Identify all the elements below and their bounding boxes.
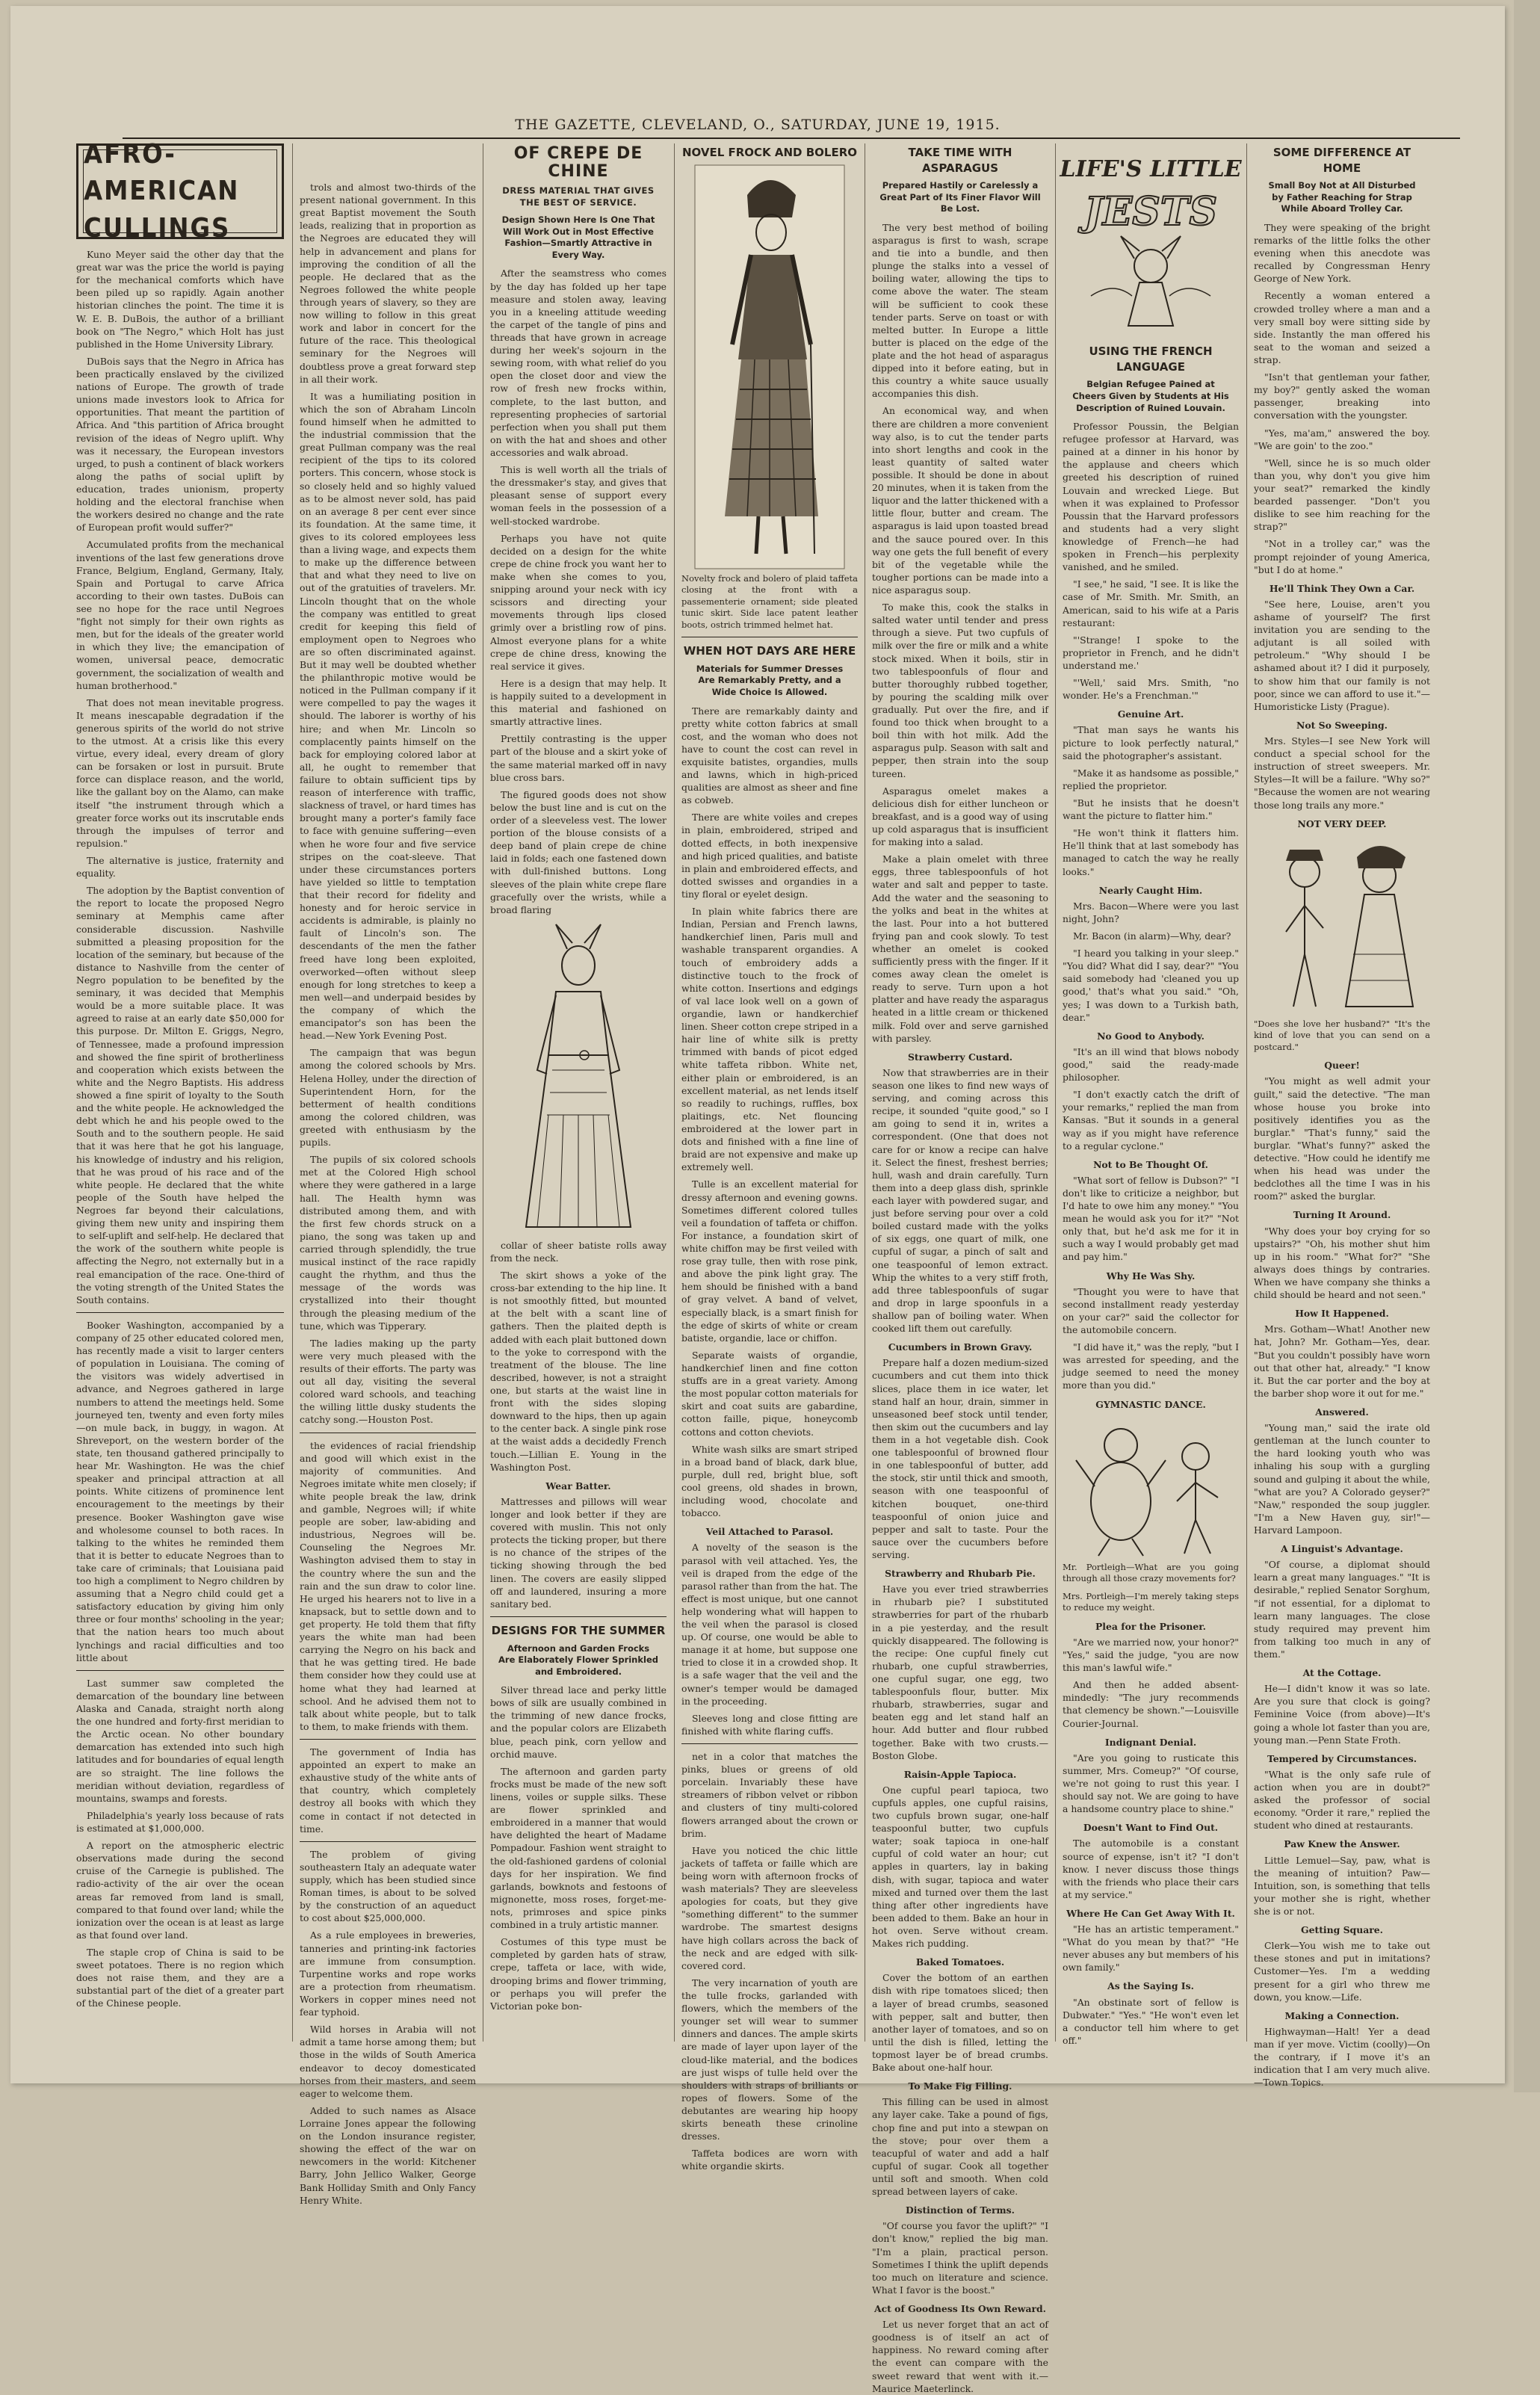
article-paragraph: Perhaps you have not quite decided on a design for the white crepe de chine frock you want her to make when she comes to you, snipping around your neck with icy scissors and directing your movements through lips closed grimly over a bristling row of pins. Almost everyone plans for a white crepe de chine dress, knowing the real service it gives. — [490, 532, 667, 672]
article-paragraph: The government of India has appointed an expert to make an exhaustive study of the white ants of that country, which completely destroy all books with which they come in contact if not detected in time. — [300, 1746, 476, 1835]
joke-title: Answered. — [1315, 1406, 1369, 1418]
section-rule — [300, 1841, 476, 1842]
joke-paragraph: "You might as well admit your guilt," said the detective. "The man whose house you broke into positively identifies you as the burglar." "That's funny," said the burglar. "What's funny?" asked the detective. "How could he identify me when his head was under the bedclothes all the time I was in his room?" asked the burglar. — [1254, 1075, 1430, 1202]
joke-paragraph: Mrs. Bacon—Where were you last night, John? — [1063, 900, 1239, 924]
joke-paragraph: "It's an ill wind that blows nobody good," said the ready-made philosopher. — [1063, 1045, 1239, 1084]
joke-paragraph: "See here, Louise, aren't you ashame of yourself? The first invitation you are sending to the adjutant is all soiled with petroleum." "Why should I be ashamed about it? I did it purposely, to show him that our family is not poor, since we can afford to use it."—Humoristicke Listy (Prague). — [1254, 598, 1430, 712]
article-paragraph: The adoption by the Baptist convention of the report to locate the proposed Negro seminary at Memphis came after considerable discussion. Nashville submitted a pleasing proposition for the location of the seminary, but because of the distance to Nashville from the center of Negro population to be benefited by the seminary, it was decided that Memphis would be a more suitable place. It was agreed to raise at an early date $50,000 for this purpose. Dr. Milton E. Griggs, Negro, of Tennessee, made a profound impression and showed the fine spirit of brotherliness and cooperation which exists between the white and the Negro Baptists. His address showed a fine spirit of loyalty to the South and the white people. He acknowledged the debt which he and his people owed to the South and to the southern people. He said that it was here that he got his language, his knowledge of industry and his religion, that he was proud of his race and of the white people. He declared that the white people of the South have helped the Negroes far beyond their calculations, giving them new unity and inspiring them to self-uplift and self-help. He declared that the work of the southern white people is affecting the Negro, not externally but in a real emancipation of the race. One-third of the voting strength of the United States the South contains. — [76, 885, 284, 1305]
joke-title: Why He Was Shy. — [1106, 1270, 1196, 1282]
joke-title: Plea for the Prisoner. — [1095, 1620, 1206, 1632]
article-paragraph: To make this, cook the stalks in salted water until tender and press through a sieve. Put two cupfuls of milk over the fire or milk and a white stock mixed. When it boils, stir in two tablespoonfuls of flour and butter thoroughly rubbed together, by pouring the scalding milk over gradually. Put over the fire, and if found too thick when brought to a boil thin with hot milk. Add the asparagus pulp. Season with salt and pepper, then strain into the soup tureen. — [872, 602, 1048, 779]
joke-paragraph: Mrs. Gotham—What! Another new hat, John? Mr. Gotham—Yes, dear. "But you couldn't possibly have worn out that other hat, already." "I know it. But the car porter and the boy at the barber shop wore it out for me." — [1254, 1323, 1430, 1399]
article-paragraph: Booker Washington, accompanied by a company of 25 other educated colored men, has recently made a visit to larger centers of population in Louisiana. The coming of the visitors was widely advertised in advance, and Negroes gathered in large numbers to attend the meetings held. Some journeyed ten, twenty and even forty miles—on mule back, in buggy, in wagon. At Shreveport, on the western border of the state, ten thousand gathered principally to hear Mr. Washington. He was the chief speaker and principal attraction at all points. White citizens of prominence lent encouragement to the meetings by their presence. Booker Washington gave wise and wholesome counsel to both races. In talking to the whites he reminded them that it is better to educate Negroes than to take care of criminals; that Louisiana paid too high a compliment to Negro children by assuming that a Negro child could get a satisfactory education by giving him only three or four months' schooling in the year; that the nation hears too much about lynchings and racial difficulties and too little about — [76, 1319, 284, 1663]
article-paragraph: Prettily contrasting is the upper part of the blouse and a skirt yoke of the same material marked off in navy blue cross bars. — [490, 733, 667, 783]
joke-title: As the Saying Is. — [1107, 1980, 1194, 1992]
joke-title: At the Cottage. — [1302, 1667, 1382, 1679]
joke-paragraph: "Isn't that gentleman your father, my boy?" gently asked the woman passenger, breaking into conversation with the youngster. — [1254, 371, 1430, 421]
joke-title: Paw Knew the Answer. — [1284, 1838, 1400, 1850]
joke-paragraph: Highwayman—Halt! Yer a dead man if yer move. Victim (coolly)—On the contrary, if I move it's an indication that I am very much alive.—Town Topics. — [1254, 2025, 1430, 2089]
article-paragraph: the evidences of racial friendship and good will which exist in the majority of communities. And Negroes imitate white men closely; if white people break the law, drink and gamble, Negroes will; if white people are sober, law-abiding and industrious, Negroes will be. Counseling the Negroes Mr. Washington advised them to stay in the country where the sun and the rain and the sun draw to color line. He urged his hearers not to live in a knapsack, but to settle down and to get property. He told them that fifty years the white man had been carrying the Negro on his back and that he was getting tired. He bade them consider how they could use at home what they had learned at school. And he advised them not to talk about white people, but to talk to them, to make friends with them. — [300, 1439, 476, 1732]
article-paragraph: This filling can be used in almost any layer cake. Take a pound of figs, chop fine and put into a stewpan on the stove; pour over them a teacupful of water and add a half cupful of sugar. Cook all together until soft and smooth. When cold spread between layers of cake. — [872, 2096, 1048, 2198]
joke-title: Making a Connection. — [1284, 2009, 1400, 2021]
article-headline: NOVEL FROCK AND BOLERO — [681, 146, 858, 159]
joke-paragraph: He—I didn't know it was so late. Are you sure that clock is going? Feminine Voice (from above)—It's going a whole lot faster than you are, young man.—Penn State Froth. — [1254, 1683, 1430, 1746]
masthead: THE GAZETTE, CLEVELAND, O., SATURDAY, JUNE 19, 1915. — [515, 117, 1001, 133]
article-paragraph: trols and almost two-thirds of the present national government. In this great Baptist movement the South leads, realizing that in proportion as the Negroes are educated they will help in advancement and plans for improving the condition of all the people. He declared that as the Negroes followed the white people through years of slavery, so they are now willing to follow in this great work and labor in concert for the future of the race. This theological seminary for the Negroes will doubtless prove a great forward step in all their work. — [300, 182, 476, 385]
joke-paragraph: "An obstinate sort of fellow is Dubwater." "Yes." "He won't even let a conductor tell him where to get off." — [1063, 1996, 1239, 2046]
section-rule — [300, 1739, 476, 1740]
section-rule — [490, 1616, 667, 1617]
article-paragraph: The staple crop of China is said to be sweet potatoes. There is no region which does not raise them, and they are a substantial part of the diet of a greater part of the Chinese people. — [76, 1947, 284, 2009]
joke-paragraph: "Not in a trolley car," was the prompt rejoinder of young America, "but I do at home." — [1254, 538, 1430, 575]
article-paragraph: Kuno Meyer said the other day that the great war was the price the world is paying for the mechanical comforts which have been piled up so rapidly. Again another historian clinches the point. The time it is W. E. B. DuBois, the author of a brilliant book on "The Negro," which Holt has just published in the Home University Library. — [76, 249, 284, 350]
article-paragraph: DuBois says that the Negro in Africa has been practically enslaved by the civilized nations of Europe. The growth of trade unions made investors look to Africa for opportunities. That meant the partition of Africa. And "this partition of Africa brought revision of the ideas of Negro uplift. Why was it necessary, the European investors urged, to push a continent of black workers along the paths of social uplift by education, trades unionism, property holding and the electoral franchise when the workers desired no change and the rate of European profit would suffer?" — [76, 355, 284, 534]
joke-title: He'll Think They Own a Car. — [1269, 582, 1415, 594]
article-paragraph: Prepare half a dozen medium-sized cucumbers and cut them into thick slices, place them in ice water, let stand half an hour, drain, simmer in unseasoned beef stock until tender, then skim out the cucumbers and lay them in a hot vegetable dish. Cook one tablespoonful of browned flour in one tablespoonful of butter, add the stock, stir until thick and smooth, season with one teaspoonful of kitchen bouquet, one-third teaspoonful of onion juice and pepper and salt to taste. Pour the sauce over the cucumbers before serving. — [872, 1357, 1048, 1560]
article-paragraph: Accumulated profits from the mechanical inventions of the last few generations drove France, Belgium, England, Germany, Italy, Spain and Portugal to carve Africa according to their own tastes. DuBois can see no hope for the race until Negroes "fight not simply for their own rights as men, but for the ideals of the greater world in which they live; the emancipation of women, universal peace, democratic government, the socialization of wealth and human brotherhood." — [76, 539, 284, 691]
cartoon-title: NOT VERY DEEP. — [1297, 818, 1387, 829]
article-paragraph: Asparagus omelet makes a delicious dish for either luncheon or breakfast, and is a good way of using up cold asparagus that is insufficient for making into a salad. — [872, 785, 1048, 848]
lifes-little-jests-logo — [1060, 146, 1242, 336]
article-paragraph: The afternoon and garden party frocks must be made of the new soft linens, voiles or supple silks. These are flower sprinkled and embroidered in a manner that would have delighted the heart of Madame Pompadour. Fashion went straight to the old-fashioned gardens of colonial days for her inspiration. We find garlands, bowknots and festoons of mignonette, moss roses, forget-me-nots, primroses and spice pinks combined in a truly artistic manner. — [490, 1765, 667, 1931]
column-divider — [292, 143, 293, 2042]
article-deck: Afternoon and Garden Frocks Are Elaborately Flower Sprinkled and Embroidered. — [498, 1642, 658, 1677]
article-paragraph: Tulle is an excellent material for dressy afternoon and evening gowns. Sometimes different colored tulles veil a foundation of taffeta or chiffon. For instance, a foundation skirt of white chiffon may be first veiled with rose gray tulle, then with rose pink, and above the pink light gray. The hem should be finished with a band of gray velvet. A band of velvet, especially black, is a smart finish for the edge of skirts of white or cream batiste, organdie, lace or chiffon. — [681, 1178, 858, 1344]
article-paragraph: Added to such names as Alsace Lorraine Jones appear the following on the London insurance register, showing the effect of the war on newcomers in the world: Kitchener Barry, John Jellico Walker, George Bank Holliday Smith and Only Fancy Henry White. — [300, 2104, 476, 2206]
article-subhead: Cucumbers in Brown Gravy. — [888, 1341, 1033, 1353]
not-very-deep-cartoon — [1260, 835, 1424, 1014]
article-paragraph: The skirt shows a yoke of the cross-bar extending to the hip line. It is not smoothly fitted, but mounted at the belt with a scant line of gathers. Then the plaited depth is added with each plait buttoned down to the yoke to correspond with the treatment of the blouse. The line described, however, is not a straight one, but starts at the waist line in front with the sides sloping downward to the hips, then up again to the center back. A single pink rose at the waist adds a decidedly French touch.—Lillian E. Young in the Washington Post. — [490, 1270, 667, 1473]
article-paragraph: Sleeves long and close fitting are finished with white flaring cuffs. — [681, 1712, 858, 1737]
cartoon-caption: Mrs. Portleigh—I'm merely taking steps to reduce my weight. — [1063, 1590, 1239, 1613]
joke-paragraph: "Make it as handsome as possible," replied the proprietor. — [1063, 767, 1239, 791]
joke-paragraph: "Young man," said the irate old gentleman at the lunch counter to the hard looking youth who was inhaling his soup with a gurgling sound and gulping it about the while, "what are you? A Colorado geyser?" "Naw," responded the soup juggler. "I'm a New Haven guy, sir!"—Harvard Lampoon. — [1254, 1422, 1430, 1536]
article-paragraph: There are white voiles and crepes in plain, embroidered, striped and dotted effects, in both inexpensive and high priced qualities, and batiste in plain and embroidered effects, and dotted swisses and organdies in a tiny floral or eyelet design. — [681, 812, 858, 900]
article-paragraph: A report on the atmospheric electric observations made during the second cruise of the Carnegie is published. The radio-activity of the air over the ocean areas far removed from land is small, compared to that found over land; while the ionization over the ocean is at least as large as that found over land. — [76, 1840, 284, 1941]
article-paragraph: The very best method of boiling asparagus is first to wash, scrape and tie into a bundle, and then plunge the stalks into a vessel of boiling water, allowing the tips to come above the water. The steam will be sufficient to cook these tender parts. Serve on toast or with melted butter. In Europe a little butter is placed on the edge of the plate and the hot head of asparagus dipped into it before eating, but in this country a white sauce usually accompanies this dish. — [872, 221, 1048, 400]
article-paragraph: Mattresses and pillows will wear longer and look better if they are covered with muslin. This not only protects the ticking proper, but there is no chance of the stripes of the ticking showing through the bed linen. The covers are easily slipped off and laundered, insuring a more sanitary bed. — [490, 1495, 667, 1610]
illustration-caption: Novelty frock and bolero of plaid taffeta closing at the front with a passementerie ornament; side pleated tunic skirt. Side lace patent leather boots, ostrich trimmed helmet hat. — [681, 572, 858, 630]
article-paragraph: Here is a design that may help. It is happily suited to a development in this material and fashioned on smartly attractive lines. — [490, 677, 667, 728]
joke-paragraph: Mrs. Styles—I see New York will conduct a special school for the instruction of street sweepers. Mr. Styles—It will be a failure. "Why so?" "Because the women are not wearing those long trails any more." — [1254, 735, 1430, 811]
article-paragraph: The pupils of six colored schools met at the Colored High school where they were gathered in a large hall. The Health hymn was distributed among them, and with the first few chords struck on a piano, the song was taken up and carried through splendidly, the true musical instinct of the race rapidly caught the rhythm, and thus the message of the words was crystallized into their thought through the pleasing medium of the tune, which was Tipperary. — [300, 1154, 476, 1332]
article-paragraph: This is well worth all the trials of the dressmaker's stay, and gives that pleasant sense of support every woman feels in the possession of a well-stocked wardrobe. — [490, 464, 667, 527]
article-paragraph: The campaign that was begun among the colored schools by Mrs. Helena Holley, under the direction of Superintendent Horn, for the betterment of health conditions among the colored children, was greeted with enthusiasm by the pupils. — [300, 1047, 476, 1149]
article-paragraph: The ladies making up the party were very much pleased with the results of their efforts. The party was out all day, visiting the several colored ward schools, and teaching the willing little dusky students the catchy song.—Houston Post. — [300, 1337, 476, 1426]
dress-illustration — [496, 921, 661, 1234]
article-paragraph: The problem of giving southeastern Italy an adequate water supply, which has been studied since Roman times, is about to be solved by the construction of an aqueduct to cost about $25,000,000. — [300, 1848, 476, 1924]
newspaper-page — [10, 6, 1505, 2394]
article-paragraph: Taffeta bodices are worn with white organdie skirts. — [681, 2148, 858, 2172]
joke-paragraph: "Thought you were to have that second installment ready yesterday on your car?" said the collector for the automobile concern. — [1063, 1285, 1239, 1336]
article-paragraph: Have you ever tried strawberries in rhubarb pie? I substituted strawberries for part of the rhubarb in a pie yesterday, and the result quickly disappeared. The following is the recipe: One cupful finely cut rhubarb, one cupful strawberries, one cupful sugar, one egg, two tablespoonfuls flour, butter. Mix rhubarb, strawberries, sugar and beaten egg and let stand half an hour. Add butter and flour rubbed together. Bake with two crusts.—Boston Globe. — [872, 1583, 1048, 1761]
article-subhead: To Make Fig Filling. — [908, 2080, 1012, 2092]
column-3 — [490, 143, 667, 2042]
joke-paragraph: "I heard you talking in your sleep." "You did? What did I say, dear?" "You said somebody had 'cleaned you up good,' that's what you said." "Oh, yes; I was down to a Turkish bath, dear." — [1063, 948, 1239, 1023]
article-paragraph: Have you noticed the chic little jackets of taffeta or faille which are being worn with afternoon frocks of wash materials? They are sleeveless apologies for coats, but they give "something different" to the summer wardrobe. The smartest designs have high collars across the back of the neck and are edged with silk-covered cord. — [681, 1844, 858, 1971]
article-deck: Materials for Summer Dresses Are Remarkably Pretty, and a Wide Choice Is Allowed. — [696, 663, 844, 697]
joke-paragraph: The automobile is a constant source of expense, isn't it? "I don't know. I never discuss those things with the friends who place their cars at my service." — [1063, 1838, 1239, 1900]
cartoon-caption: Mr. Portleigh—What are you going through all those crazy movements for? — [1063, 1561, 1239, 1584]
joke-paragraph: "Well, since he is so much older than you, why don't you give him your seat?" remarked the kindly bearded passenger. "Don't you dislike to see him reaching for the strap?" — [1254, 457, 1430, 533]
joke-paragraph: "I see," he said, "I see. It is like the case of Mr. Smith. Mr. Smith, an American, said to his wife at a Paris restaurant: — [1063, 578, 1239, 628]
joke-paragraph: "That man says he wants his picture to look perfectly natural," said the photographer's assistant. — [1063, 724, 1239, 761]
joke-title: Queer! — [1324, 1060, 1360, 1072]
joke-title: Not So Sweeping. — [1296, 719, 1388, 731]
article-deck: Belgian Refugee Pained at Cheers Given by Students at His Description of Ruined Louvain. — [1072, 379, 1229, 413]
section-title: AFRO-AMERICAN CULLINGS — [83, 149, 277, 233]
joke-title: Doesn't Want to Find Out. — [1083, 1822, 1219, 1834]
logo-line-1: LIFE'S LITTLE — [1060, 156, 1242, 182]
scan-edge — [1514, 0, 1540, 2092]
joke-paragraph: "Are we married now, your honor?" "Yes," said the judge, "you are now this man's lawful wife." — [1063, 1636, 1239, 1674]
article-paragraph: In plain white fabrics there are Indian, Persian and French lawns, handkerchief linen, Paris mull and washable transparent organdies. A touch of embroidery adds a distinctive touch to the frock of white cotton. Insertions and edgings of val lace look well on a gown of organdie, lawn or handkerchief linen. Sheer cotton crepe striped in a hair line of white silk is pretty trimmed with bands of picot edged white taffeta ribbon. White net, either plain or embroidered, is an excellent material, as net lends itself so readily to ruchings, ruffles, box plaitings, etc. Net flouncing embroidered at the lower part in dots and finished with a fine line of braid are not expensive and make up extremely well. — [681, 906, 858, 1173]
joke-paragraph: "I don't exactly catch the drift of your remarks," replied the man from Kansas. "But it sounds in a general way as if you might have reference to a regular cyclone." — [1063, 1089, 1239, 1152]
article-paragraph: It was a humiliating position in which the son of Abraham Lincoln found himself when he admitted to the industrial commission that the great Pullman company was the real recipient of the tips to its colored porters. This concern, whose stock is so closely held and so highly valued as to be almost never sold, has paid on an average 8 per cent ever since its foundation. At the same time, it gives to its colored employees less than a living wage, and expects them to make up the difference between that and what they need to live on out of the gratuities of travelers. Mr. Lincoln thought that on the whole the company was entitled to great credit for keeping this field of employment open to Negroes who are so often discriminated against. But it may well be doubted whether the philanthropic motive would be noticed in the Pullman company if it were compelled to pay the wages it should. The laborer is worthy of his hire; and when Mr. Lincoln so complacently paints himself on the back for employing colored labor at all, he ought to remember that failure to obtain sufficient tips by reason of interference with traffic, slackness of travel, or hard times has brought many a porter's family face to face with genuine suffering—even when he wore four and five service stripes on the coat-sleeve. That under these circumstances porters have yielded so little to temptation that their record for fidelity and honesty and for heroic service in accidents is admirable, is plainly no fault of Lincoln's son. The descendants of the men the father freed have long been exploited, overworked—often without sleep enough for long stretches to keep a men well—and underpaid besides by the company of which the emancipator's son has been the head.—New York Evening Post. — [300, 390, 476, 1042]
joke-title: Nearly Caught Him. — [1098, 884, 1203, 896]
article-paragraph: A novelty of the season is the parasol with veil attached. Yes, the veil is draped from the edge of the parasol rather than from the hat. The effect is most unique, but one cannot help wondering what will happen to the veil when the parasol is closed up. Of course, one would be able to manage it at home, but suppose one tried to close it in a crowded shop. It is a safe wager that the veil and the owner's temper would be damaged in the proceeding. — [681, 1542, 858, 1707]
joke-paragraph: "I did have it," was the reply, "but I was arrested for speeding, and the judge seemed to need the money more than you did." — [1063, 1341, 1239, 1391]
article-subhead: Wear Batter. — [545, 1480, 611, 1492]
article-paragraph: Separate waists of organdie, handkerchief linen and fine cotton stuffs are in a great variety. Among the most popular cotton materials for skirt and coat suits are gabardine, cotton faille, pique, honeycomb cottons and cotton cheviots. — [681, 1349, 858, 1438]
article-paragraph: Let us never forget that an act of goodness is of itself an act of happiness. No reward coming after the event can compare with the sweet reward that went with it.—Maurice Maeterlinck. — [872, 2319, 1048, 2394]
article-headline: OF CREPE DE CHINE — [513, 144, 643, 182]
column-2 — [300, 181, 476, 2206]
joke-title: No Good to Anybody. — [1097, 1030, 1205, 1042]
article-paragraph: Wild horses in Arabia will not admit a tame horse among them; but those in the wilds of South America endeavor to decoy domesticated horses from their masters, and seem eager to welcome them. — [300, 2024, 476, 2099]
article-paragraph: Last summer saw completed the demarcation of the boundary line between Alaska and Canada, straight north along the one hundred and forty-first meridian to the Arctic ocean. No other boundary demarcation has extended into such high latitudes and for boundaries of equal length are so straight. The line follows the meridian without deviation, regardless of mountains, swamps and forests. — [76, 1677, 284, 1804]
article-subhead: Act of Goodness Its Own Reward. — [873, 2302, 1046, 2314]
joke-paragraph: Little Lemuel—Say, paw, what is the meaning of intuition? Paw—Intuition, son, is something that tells your mother she is right, whether she is or not. — [1254, 1854, 1430, 1917]
column-5 — [872, 143, 1048, 2394]
frock-bolero-illustration — [695, 165, 844, 569]
article-deck: DRESS MATERIAL THAT GIVES THE BEST OF SERVICE. — [502, 185, 655, 208]
joke-paragraph: "'Well,' said Mrs. Smith, "no wonder. He's a Frenchman.'" — [1063, 677, 1239, 702]
column-1 — [76, 138, 284, 2042]
joke-paragraph: "What is the only safe rule of action when you are in doubt?" asked the professor of social economy. "Order it rare," replied the student who dined at restaurants. — [1254, 1768, 1430, 1832]
article-paragraph: The very incarnation of youth are the tulle frocks, garlanded with flowers, which the members of the younger set will wear to summer dinners and dances. The ample skirts are made of layer upon layer of the cloud-like material, and the bodices are just wisps of tulle held over the shoulders with straps of brilliants or ropes of flowers. Some of the debutantes are wearing hip hoopy skirts beneath these crinoline dresses. — [681, 1977, 858, 2142]
article-headline: SOME DIFFERENCE AT HOME — [1272, 146, 1411, 175]
article-headline: WHEN HOT DAYS ARE HERE — [683, 644, 856, 658]
joke-paragraph: "But he insists that he doesn't want the picture to flatter him." — [1063, 797, 1239, 822]
article-paragraph: An economical way, and when there are children a more convenient way also, is to cut the tender parts into short lengths and cook in the least quantity of salted water possible. It should be done in about 20 minutes, when it is taken from the liquor and the latter thickened with a little flour, butter and cream. The asparagus is laid upon toasted bread and the sauce poured over. In this way one gets the full benefit of every bit of the vegetable while the tougher portions can be made into a nice asparagus soup. — [872, 405, 1048, 596]
joke-paragraph: "'Strange! I spoke to the proprietor in French, and he didn't understand me.' — [1063, 634, 1239, 671]
column-divider — [1246, 143, 1247, 2042]
gymnastic-dance-cartoon — [1069, 1415, 1233, 1557]
joke-title: Genuine Art. — [1117, 708, 1184, 720]
article-paragraph: After the seamstress who comes by the day has folded up her tape measure and stolen away, leaving you in a kneeling attitude weeding the carpet of the tangle of pins and threads that have grown in acreage during her week's sojourn in the sewing room, with what relief do you open the closet door and view the row of fresh new frocks within, complete, to the last button, and representing prophecies of sartorial perfection when you shall put them on with the hat and shoes and other accessories and walk abroad. — [490, 268, 667, 458]
joke-paragraph: "He won't think it flatters him. He'll think that at last somebody has managed to catch the way he really looks." — [1063, 827, 1239, 877]
article-paragraph: Silver thread lace and perky little bows of silk are usually combined in the trimming of new dance frocks, and the popular colors are Elizabeth blue, peach pink, corn yellow and orchid mauve. — [490, 1684, 667, 1760]
article-subhead: Raisin-Apple Tapioca. — [903, 1768, 1017, 1780]
article-paragraph: collar of sheer batiste rolls away from the neck. — [490, 1239, 667, 1264]
cartoon-title: GYMNASTIC DANCE. — [1095, 1398, 1206, 1410]
article-subhead: Baked Tomatoes. — [915, 1956, 1005, 1968]
joke-paragraph: Mr. Bacon (in alarm)—Why, dear? — [1073, 930, 1231, 942]
article-paragraph: Cover the bottom of an earthen dish with ripe tomatoes sliced; then a layer of bread crumbs, seasoned with pepper, salt and butter, then another layer of tomatoes, and so on until the dish is filled, letting the topmost layer be of bread crumbs. Bake about one-half hour. — [872, 1972, 1048, 2074]
article-paragraph: Make a plain omelet with three eggs, three tablespoonfuls of hot water and salt and pepper to taste. Add the water and the seasoning to the yolks and beat in the whites at the last. Pour into a hot buttered frying pan and cook slowly. To test whether an omelet is cooked sufficiently press with the finger. If it comes away clean the omelet is ready to serve. Turn upon a hot platter and have ready the asparagus heated in a little cream or thickened milk. Fold over and serve garnished with parsley. — [872, 853, 1048, 1044]
joke-title: Turning It Around. — [1293, 1209, 1391, 1221]
section-rule — [76, 1670, 284, 1671]
article-subhead: Veil Attached to Parasol. — [705, 1526, 834, 1538]
joke-title: A Linguist's Advantage. — [1281, 1543, 1403, 1555]
article-paragraph: White wash silks are smart striped in a broad band of black, dark blue, purple, dull red, bright blue, soft cool greens, old shades in brown, including wood, chocolate and tobacco. — [681, 1443, 858, 1519]
article-headline: USING THE FRENCH LANGUAGE — [1089, 344, 1213, 374]
joke-paragraph: "Yes, ma'am," answered the boy. "We are goin' to the zoo." — [1254, 427, 1430, 451]
joke-paragraph: Clerk—You wish me to take out these stones and put in imitations? Customer—Yes. I'm a wedding present for a girl who threw me down, you know.—Life. — [1254, 1940, 1430, 2003]
joke-paragraph: "What sort of fellow is Dubson?" "I don't like to criticize a neighbor, but I'd hate to owe him any money." "You mean he would ask you for it?" "Not only that, but he'd ask me for it in such a way I would probably get mad and pay him." — [1063, 1174, 1239, 1263]
article-paragraph: Philadelphia's yearly loss because of rats is estimated at $1,000,000. — [76, 1809, 284, 1835]
article-paragraph: There are remarkably dainty and pretty white cotton fabrics at small cost, and the woman who does not have to count the cost can revel in exquisite batistes, organdies, mulls and lawns, which in high-priced qualities are almost as sheer and fine as cobweb. — [681, 705, 858, 806]
joke-paragraph: "Are you going to rusticate this summer, Mrs. Comeup?" "Of course, we're not going to rust this year. I should say not. We are going to have a handsome country place to shine." — [1063, 1752, 1239, 1815]
article-paragraph: One cupful pearl tapioca, two cupfuls apples, one cupful raisins, two cupfuls brown sugar, one-half teaspoonful butter, two cupfuls water; soak tapioca in one-half cupful of cold water an hour; cut apples in quarters, lay in baking dish, with sugar, tapioca and water mixed and turned over them the last thing after other ingredients have been added to them. Bake an hour in hot oven. Serve without cream. Makes rich pudding. — [872, 1784, 1048, 1950]
article-paragraph: "Of course you favor the uplift?" "I don't know," replied the big man. "I'm a plain, practical person. Sometimes I think the uplift depends too much on literature and science. What I favor is the boost." — [872, 2220, 1048, 2296]
article-subhead: Distinction of Terms. — [906, 2204, 1015, 2216]
column-divider — [1055, 143, 1056, 2042]
cullings-header-box — [76, 138, 284, 244]
joke-title: How It Happened. — [1295, 1308, 1389, 1320]
joke-paragraph: "Of course, a diplomat should learn a great many languages." "It is desirable," replied Senator Sorghum, "if not essential, for a diplomat to learn many languages. The close study required may prevent him from talking too much in any of them." — [1254, 1559, 1430, 1660]
article-deck: Small Boy Not at All Disturbed by Father Reaching for Strap While Aboard Trolley Car. — [1268, 180, 1416, 214]
joke-paragraph: And then he added absent-mindedly: "The jury recommends that clemency be shown."—Louisville Courier-Journal. — [1063, 1679, 1239, 1729]
article-deck: Prepared Hastily or Carelessly a Great Part of Its Finer Flavor Will Be Lost. — [879, 180, 1041, 214]
joke-title: Where He Can Get Away With It. — [1066, 1907, 1235, 1919]
article-paragraph: The alternative is justice, fraternity and equality. — [76, 855, 284, 880]
joke-title: Tempered by Circumstances. — [1267, 1752, 1417, 1764]
article-headline: TAKE TIME WITH ASPARAGUS — [908, 146, 1012, 175]
article-paragraph: That does not mean inevitable progress. It means inescapable degradation if the generous spirits of the world do not strive to the utmost. At a crisis like this every virtue, every ideal, every dream of glory can be forsaken or lost in pursuit. Brute force can displace reason, and the world, like the gallant boy on the Alamo, can make itself "the instrument through which a greater force works out its inscrutable ends through the impulses of terror and repulsion." — [76, 696, 284, 849]
article-deck: Design Shown Here Is One That Will Work Out in Most Effective Fashion—Smartly Attractive in Every Way. — [501, 214, 655, 260]
joke-paragraph: Professor Poussin, the Belgian refugee professor at Harvard, was pained at a dinner in his honor by the applause and cheers which greeted his description of ruined Louvain and wrecked Liege. But when it was explained to Professor Poussin that the Harvard professors and students had a very slight knowledge of French—he had spoken in French—his perplexity vanished, and he smiled. — [1063, 421, 1239, 573]
top-rule — [123, 137, 1460, 139]
article-paragraph: Now that strawberries are in their season one likes to find new ways of serving, and coming across this recipe, it sounded "quite good," so I am going to send it in, writes a correspondent. (One that does not care for or know a recipe can halve it. Select the finest, freshest berries; hull, wash and drain carefully. Turn them into a deep glass dish, sprinkle each layer with powdered sugar, and just before serving pour over a cold boiled custard made with the yolks of six eggs, one quart of milk, one cupful of sugar, a pinch of salt and one teaspoonful of lemon extract. Whip the whites to a very stiff froth, add three tablespoonfuls of sugar and drop in large spoonfuls in a shallow pan of boiling water. When cooked lift them out carefully. — [872, 1066, 1048, 1335]
article-headline: DESIGNS FOR THE SUMMER — [491, 1623, 666, 1637]
joke-paragraph: Recently a woman entered a crowded trolley where a man and a very small boy were sitting side by side. Instantly the man offered his seat to the woman and seized a strap. — [1254, 290, 1430, 366]
article-paragraph: Costumes of this type must be completed by garden hats of straw, crepe, taffeta or lace, with wide, drooping brims and flower trimming, or perhaps you will prefer the Victorian poke bon- — [490, 1936, 667, 2012]
joke-paragraph: They were speaking of the bright remarks of the little folks the other evening when this anecdote was recalled by Congressman Henry George of New York. — [1254, 221, 1430, 285]
article-paragraph: net in a color that matches the pinks, blues or greens of old porcelain. Invariably these have streamers of ribbon velvet or ribbon and clusters of tiny multi-colored flowers arranged about the crown or brim. — [681, 1751, 858, 1839]
column-4 — [681, 143, 858, 2172]
article-paragraph: The figured goods does not show below the bust line and is cut on the order of a sleeveless vest. The lower portion of the blouse consists of a deep band of plain crepe de chine laid in folds; each one fastened down with dull-finished buttons. Long sleeves of the plain white crepe flare gracefully over the wrists, while a broad flaring — [490, 788, 667, 915]
column-7 — [1254, 143, 1430, 2089]
joke-title: Getting Square. — [1301, 1924, 1383, 1936]
article-paragraph: As a rule employees in breweries, tanneries and printing-ink factories are immune from consumption. Turpentine works and rope works are a protection from rheumatism. Workers in copper mines need not fear typhoid. — [300, 1929, 476, 2018]
logo-line-2: JESTS — [1083, 189, 1218, 235]
cartoon-caption: "Does she love her husband?" "It's the kind of love that you can send on a postcard." — [1254, 1018, 1430, 1052]
joke-title: Not to Be Thought Of. — [1093, 1158, 1208, 1170]
section-rule — [681, 1743, 858, 1744]
joke-paragraph: "Why does your boy crying for so upstairs?" "Oh, his mother shut him up in his room." "What for?" "She always does things by contraries. When we have company she thinks a child should be heard and not seen." — [1254, 1225, 1430, 1301]
column-divider — [674, 143, 675, 2042]
column-6 — [1060, 143, 1242, 2046]
joke-title: Indignant Denial. — [1104, 1736, 1197, 1748]
article-subhead: Strawberry and Rhubarb Pie. — [885, 1568, 1036, 1580]
jester-logo-icon — [1060, 146, 1242, 333]
section-rule — [76, 1312, 284, 1313]
article-subhead: Strawberry Custard. — [907, 1051, 1013, 1063]
joke-paragraph: "He has an artistic temperament." "What do you mean by that?" "He never abuses any but members of his own family." — [1063, 1923, 1239, 1974]
